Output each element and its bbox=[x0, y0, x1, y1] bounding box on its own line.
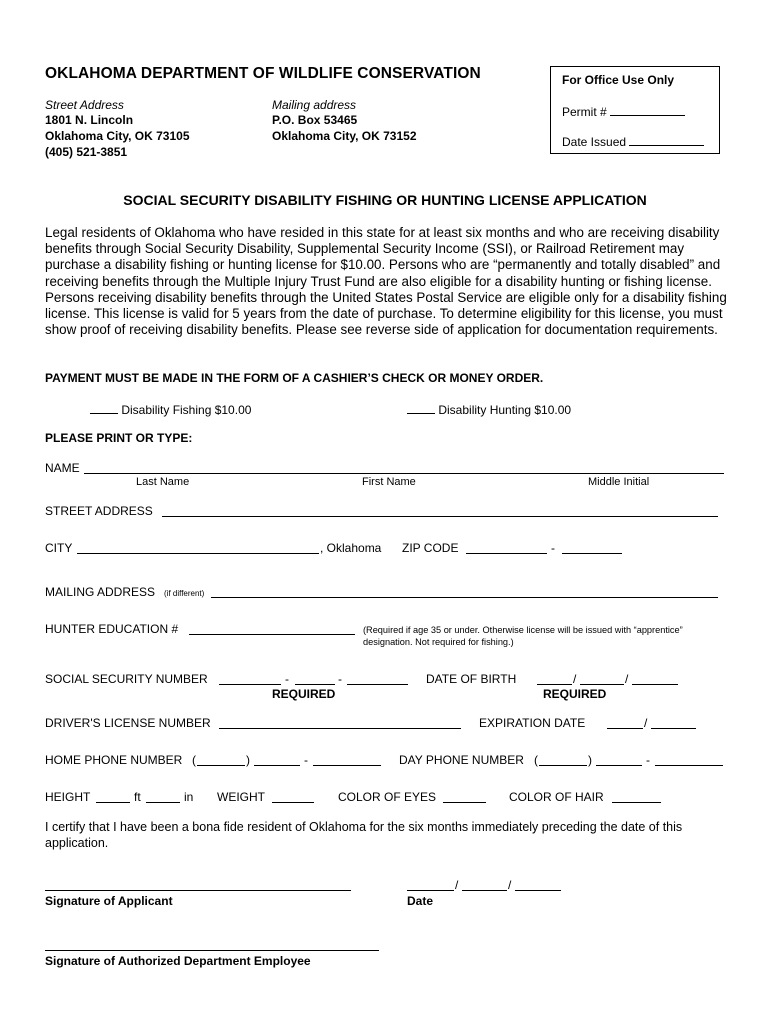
expiration-year-input[interactable] bbox=[651, 728, 696, 729]
dob-month-input[interactable] bbox=[537, 684, 572, 685]
sign-date-year-input[interactable] bbox=[515, 890, 561, 891]
zip-label: ZIP CODE bbox=[402, 541, 459, 555]
home-phone-area-input[interactable] bbox=[197, 765, 245, 766]
hair-color-input[interactable] bbox=[612, 802, 661, 803]
home-phone-open-paren: ( bbox=[192, 753, 196, 767]
city-input-line[interactable] bbox=[77, 553, 319, 554]
dob-year-input[interactable] bbox=[632, 684, 678, 685]
home-phone-close-paren: ) bbox=[246, 753, 250, 767]
employee-signature-label: Signature of Authorized Department Employee bbox=[45, 954, 311, 968]
date-issued-label: Date Issued bbox=[562, 135, 627, 149]
hunter-education-input-line[interactable] bbox=[189, 634, 355, 635]
hunter-education-note-2: designation. Not required for fishing.) bbox=[363, 637, 514, 647]
home-phone-dash: - bbox=[304, 753, 308, 767]
street-address-field-label: STREET ADDRESS bbox=[45, 504, 153, 518]
day-phone-label: DAY PHONE NUMBER bbox=[399, 753, 524, 767]
day-phone-line-input[interactable] bbox=[655, 765, 723, 766]
ssn-part2-input[interactable] bbox=[295, 684, 335, 685]
form-title: SOCIAL SECURITY DISABILITY FISHING OR HUNTING LICENSE APPLICATION bbox=[123, 192, 647, 208]
agency-name: OKLAHOMA DEPARTMENT OF WILDLIFE CONSERVATION bbox=[45, 65, 481, 82]
street-address-label: Street Address bbox=[45, 98, 124, 112]
permit-label: Permit # bbox=[562, 105, 607, 119]
intro-paragraph: Legal residents of Oklahoma who have resided in this state for at least six months and who are receiving disability benefits through Social Security Disability, Supplemental Security Income (SSI), or Railroad Retirement may purchase a disability fishing or hunting license for $10.00. Persons who are “permanently and totally disabled” and receiving benefits through the Multiple Injury Trust Fund are also eligible for a disability hunting or fishing license. Persons receiving disability benefits through the United States Postal Service are eligible only for a disability fishing license. This license is valid for 5 years from the date of purchase. To determine eligibility for this license, you must show proof of receiving disability benefits. Please see reverse side of application for documentation requirements. bbox=[45, 225, 727, 338]
payment-notice: PAYMENT MUST BE MADE IN THE FORM OF A CASHIER’S CHECK OR MONEY ORDER. bbox=[45, 371, 544, 385]
home-phone-prefix-input[interactable] bbox=[254, 765, 300, 766]
eye-color-label: COLOR OF EYES bbox=[338, 790, 437, 804]
ssn-dash-1: - bbox=[285, 672, 289, 686]
mailing-line-1: P.O. Box 53465 bbox=[272, 113, 358, 127]
dob-slash-1: / bbox=[573, 672, 577, 686]
hair-color-label: COLOR OF HAIR bbox=[509, 790, 604, 804]
first-name-caption: First Name bbox=[362, 476, 416, 488]
if-different-note: (if different) bbox=[164, 589, 205, 598]
sign-date-day-input[interactable] bbox=[462, 890, 507, 891]
drivers-license-input-line[interactable] bbox=[219, 728, 461, 729]
ssn-label: SOCIAL SECURITY NUMBER bbox=[45, 672, 208, 686]
height-label: HEIGHT bbox=[45, 790, 91, 804]
ssn-part3-input[interactable] bbox=[347, 684, 408, 685]
last-name-caption: Last Name bbox=[136, 476, 190, 488]
hunter-education-label: HUNTER EDUCATION # bbox=[45, 622, 179, 636]
expiration-slash: / bbox=[644, 716, 648, 730]
employee-signature-line[interactable] bbox=[45, 950, 379, 951]
mailing-address-input-line[interactable] bbox=[211, 597, 718, 598]
print-notice: PLEASE PRINT OR TYPE: bbox=[45, 431, 193, 445]
fishing-option[interactable] bbox=[90, 401, 251, 417]
mailing-line-2: Oklahoma City, OK 73152 bbox=[272, 129, 417, 143]
mailing-address-label: Mailing address bbox=[272, 98, 357, 112]
office-use-title: For Office Use Only bbox=[562, 73, 675, 87]
home-phone-label: HOME PHONE NUMBER bbox=[45, 753, 183, 767]
sign-date-slash-1: / bbox=[455, 878, 459, 892]
zip-dash: - bbox=[551, 541, 555, 555]
oklahoma-label: , Oklahoma bbox=[320, 541, 382, 555]
drivers-license-label: DRIVER'S LICENSE NUMBER bbox=[45, 716, 211, 730]
day-phone-area-input[interactable] bbox=[539, 765, 587, 766]
dob-required: REQUIRED bbox=[543, 687, 607, 701]
height-feet-input[interactable] bbox=[96, 802, 130, 803]
middle-initial-caption: Middle Initial bbox=[588, 476, 650, 488]
name-input-line[interactable] bbox=[84, 473, 724, 474]
street-line-1: 1801 N. Lincoln bbox=[45, 113, 134, 127]
weight-label: WEIGHT bbox=[217, 790, 265, 804]
ssn-dash-2: - bbox=[338, 672, 342, 686]
home-phone-line-input[interactable] bbox=[313, 765, 381, 766]
dob-slash-2: / bbox=[625, 672, 629, 686]
sign-date-label: Date bbox=[407, 894, 434, 908]
dob-day-input[interactable] bbox=[580, 684, 624, 685]
day-phone-close-paren: ) bbox=[588, 753, 592, 767]
ssn-part1-input[interactable] bbox=[219, 684, 281, 685]
weight-input[interactable] bbox=[272, 802, 314, 803]
sign-date-month-input[interactable] bbox=[407, 890, 454, 891]
fishing-option-label: Disability Fishing $10.00 bbox=[121, 403, 252, 417]
expiration-month-input[interactable] bbox=[607, 728, 643, 729]
applicant-signature-line[interactable] bbox=[45, 890, 351, 891]
height-inches-input[interactable] bbox=[146, 802, 180, 803]
mailing-address-field-label: MAILING ADDRESS bbox=[45, 585, 156, 599]
street-line-2: Oklahoma City, OK 73105 bbox=[45, 129, 190, 143]
permit-field[interactable] bbox=[562, 103, 685, 119]
city-label: CITY bbox=[45, 541, 73, 555]
zip-input-line[interactable] bbox=[466, 553, 547, 554]
hunting-option[interactable] bbox=[407, 401, 571, 417]
height-ft-unit: ft bbox=[134, 790, 141, 804]
hunter-education-note-1: (Required if age 35 or under. Otherwise license will be issued with “apprentice” bbox=[363, 625, 683, 635]
eye-color-input[interactable] bbox=[443, 802, 486, 803]
date-issued-field[interactable] bbox=[562, 133, 704, 149]
day-phone-open-paren: ( bbox=[534, 753, 538, 767]
dob-label: DATE OF BIRTH bbox=[426, 672, 517, 686]
zip-plus4-input-line[interactable] bbox=[562, 553, 622, 554]
hunting-option-label: Disability Hunting $10.00 bbox=[438, 403, 572, 417]
street-address-input-line[interactable] bbox=[162, 516, 718, 517]
height-in-unit: in bbox=[184, 790, 194, 804]
certification-text: I certify that I have been a bona fide resident of Oklahoma for the six months immediately preceding the date of this application. bbox=[45, 820, 683, 850]
office-use-box bbox=[550, 66, 720, 154]
expiration-label: EXPIRATION DATE bbox=[479, 716, 586, 730]
day-phone-dash: - bbox=[646, 753, 650, 767]
name-label: NAME bbox=[45, 461, 80, 475]
agency-phone: (405) 521-3851 bbox=[45, 145, 128, 159]
day-phone-prefix-input[interactable] bbox=[596, 765, 642, 766]
ssn-required: REQUIRED bbox=[272, 687, 336, 701]
sign-date-slash-2: / bbox=[508, 878, 512, 892]
applicant-signature-label: Signature of Applicant bbox=[45, 894, 173, 908]
